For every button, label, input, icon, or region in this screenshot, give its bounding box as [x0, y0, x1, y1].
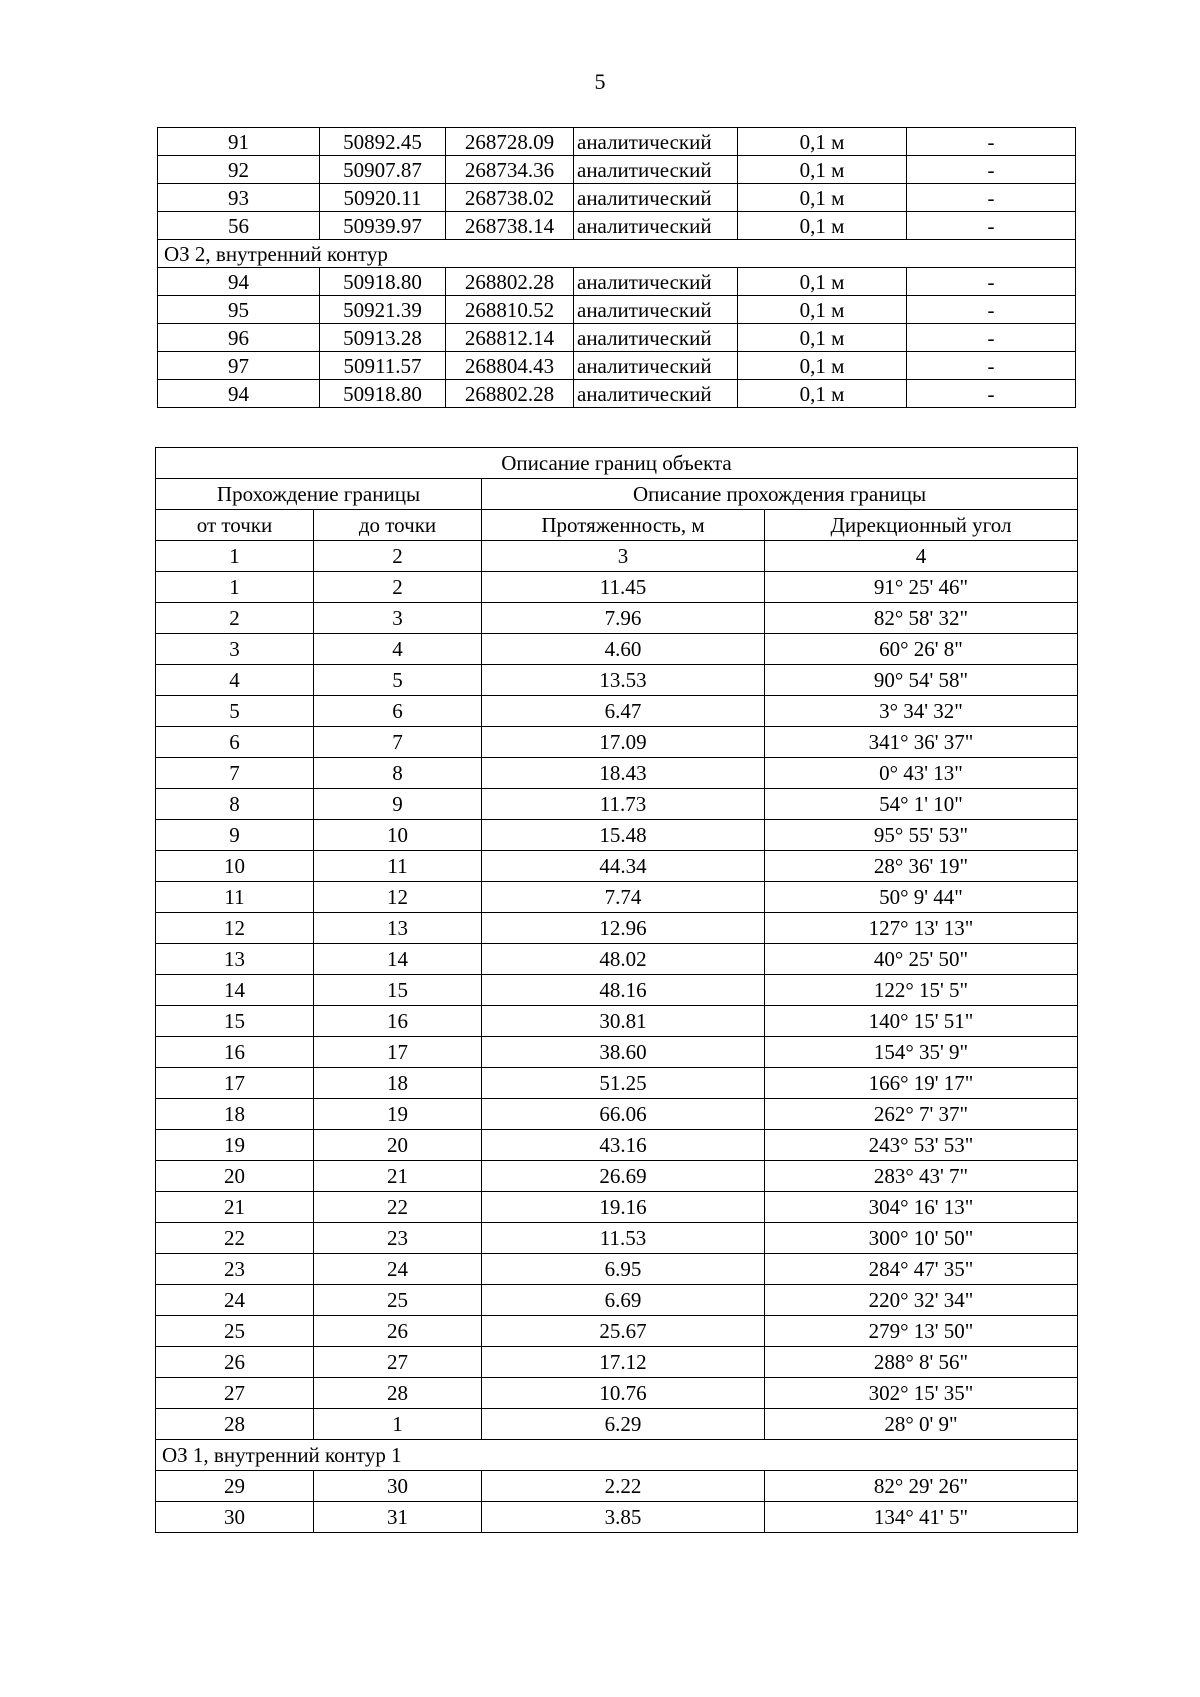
x-coordinate: 50892.45	[320, 128, 446, 156]
table-row	[156, 1502, 1078, 1533]
point-description: -	[907, 128, 1076, 156]
to-point: 12	[314, 882, 482, 913]
segment-length: 10.76	[482, 1378, 765, 1409]
x-coordinate: 50913.28	[320, 324, 446, 352]
directional-angle: 28° 36' 19"	[765, 851, 1078, 882]
to-point: 4	[314, 634, 482, 665]
segment-length: 6.29	[482, 1409, 765, 1440]
point-description: -	[907, 212, 1076, 240]
segment-length: 2.22	[482, 1471, 765, 1502]
directional-angle: 262° 7' 37"	[765, 1099, 1078, 1130]
table-row	[156, 727, 1078, 758]
table-row	[156, 913, 1078, 944]
from-point: 23	[156, 1254, 314, 1285]
to-point: 13	[314, 913, 482, 944]
table-row	[158, 296, 1076, 324]
description-group-header: Описание прохождения границы	[482, 479, 1078, 510]
point-description: -	[907, 156, 1076, 184]
from-point: 8	[156, 789, 314, 820]
column-number: 1	[156, 541, 314, 572]
page-number: 5	[594, 69, 606, 94]
from-point: 9	[156, 820, 314, 851]
segment-length: 38.60	[482, 1037, 765, 1068]
table-row	[156, 820, 1078, 851]
from-point: 29	[156, 1471, 314, 1502]
table-row	[156, 1254, 1078, 1285]
point-description: -	[907, 380, 1076, 408]
segment-length: 11.73	[482, 789, 765, 820]
segment-length: 30.81	[482, 1006, 765, 1037]
table-row	[156, 1192, 1078, 1223]
to-point: 2	[314, 572, 482, 603]
segment-length: 11.45	[482, 572, 765, 603]
segment-length: 6.95	[482, 1254, 765, 1285]
table-row	[156, 572, 1078, 603]
boundary-table-group-row	[156, 479, 1078, 510]
boundary-description-table	[155, 447, 1078, 1533]
table-row	[156, 1285, 1078, 1316]
table-row	[156, 975, 1078, 1006]
y-coordinate: 268734.36	[446, 156, 574, 184]
directional-angle: 54° 1' 10"	[765, 789, 1078, 820]
x-coordinate: 50921.39	[320, 296, 446, 324]
from-point: 1	[156, 572, 314, 603]
directional-angle: 28° 0' 9"	[765, 1409, 1078, 1440]
to-point: 1	[314, 1409, 482, 1440]
y-coordinate: 268802.28	[446, 380, 574, 408]
from-point: 26	[156, 1347, 314, 1378]
column-header-length: Протяженность, м	[482, 510, 765, 541]
to-point: 22	[314, 1192, 482, 1223]
section-row	[156, 1440, 1078, 1471]
directional-angle: 243° 53' 53"	[765, 1130, 1078, 1161]
from-point: 15	[156, 1006, 314, 1037]
x-coordinate: 50920.11	[320, 184, 446, 212]
table-row	[156, 1130, 1078, 1161]
column-number: 2	[314, 541, 482, 572]
to-point: 25	[314, 1285, 482, 1316]
determination-method: аналитический	[574, 296, 738, 324]
segment-length: 44.34	[482, 851, 765, 882]
from-point: 25	[156, 1316, 314, 1347]
from-point: 7	[156, 758, 314, 789]
to-point: 16	[314, 1006, 482, 1037]
from-point: 4	[156, 665, 314, 696]
point-description: -	[907, 324, 1076, 352]
determination-method: аналитический	[574, 184, 738, 212]
x-coordinate: 50918.80	[320, 268, 446, 296]
table-row	[156, 944, 1078, 975]
from-point: 6	[156, 727, 314, 758]
segment-length: 25.67	[482, 1316, 765, 1347]
directional-angle: 60° 26' 8"	[765, 634, 1078, 665]
determination-method: аналитический	[574, 212, 738, 240]
table-row	[156, 789, 1078, 820]
table-row	[156, 696, 1078, 727]
table-row	[158, 352, 1076, 380]
precision: 0,1 м	[738, 380, 907, 408]
directional-angle: 166° 19' 17"	[765, 1068, 1078, 1099]
point-number: 95	[158, 296, 320, 324]
precision: 0,1 м	[738, 128, 907, 156]
column-number: 3	[482, 541, 765, 572]
segment-length: 48.02	[482, 944, 765, 975]
x-coordinate: 50939.97	[320, 212, 446, 240]
point-number: 93	[158, 184, 320, 212]
from-point: 5	[156, 696, 314, 727]
table-row	[156, 1006, 1078, 1037]
to-point: 17	[314, 1037, 482, 1068]
directional-angle: 279° 13' 50"	[765, 1316, 1078, 1347]
point-number: 97	[158, 352, 320, 380]
from-point: 28	[156, 1409, 314, 1440]
directional-angle: 91° 25' 46"	[765, 572, 1078, 603]
segment-length: 66.06	[482, 1099, 765, 1130]
to-point: 28	[314, 1378, 482, 1409]
to-point: 14	[314, 944, 482, 975]
segment-length: 26.69	[482, 1161, 765, 1192]
to-point: 15	[314, 975, 482, 1006]
table-row	[156, 758, 1078, 789]
segment-length: 51.25	[482, 1068, 765, 1099]
x-coordinate: 50907.87	[320, 156, 446, 184]
from-point: 30	[156, 1502, 314, 1533]
to-point: 20	[314, 1130, 482, 1161]
from-point: 22	[156, 1223, 314, 1254]
directional-angle: 300° 10' 50"	[765, 1223, 1078, 1254]
point-description: -	[907, 184, 1076, 212]
section-row	[158, 240, 1076, 268]
directional-angle: 220° 32' 34"	[765, 1285, 1078, 1316]
table-row	[156, 1316, 1078, 1347]
directional-angle: 90° 54' 58"	[765, 665, 1078, 696]
precision: 0,1 м	[738, 296, 907, 324]
point-description: -	[907, 352, 1076, 380]
boundary-table-column-headers	[156, 510, 1078, 541]
to-point: 24	[314, 1254, 482, 1285]
directional-angle: 3° 34' 32"	[765, 696, 1078, 727]
precision: 0,1 м	[738, 212, 907, 240]
segment-length: 12.96	[482, 913, 765, 944]
table-row	[156, 1161, 1078, 1192]
y-coordinate: 268728.09	[446, 128, 574, 156]
directional-angle: 304° 16' 13"	[765, 1192, 1078, 1223]
segment-length: 6.69	[482, 1285, 765, 1316]
boundary-table-body	[156, 572, 1078, 1533]
table-row	[158, 128, 1076, 156]
directional-angle: 82° 58' 32"	[765, 603, 1078, 634]
boundary-table-column-numbers	[156, 541, 1078, 572]
to-point: 7	[314, 727, 482, 758]
to-point: 6	[314, 696, 482, 727]
segment-length: 18.43	[482, 758, 765, 789]
to-point: 27	[314, 1347, 482, 1378]
point-number: 94	[158, 380, 320, 408]
table-row	[156, 603, 1078, 634]
determination-method: аналитический	[574, 268, 738, 296]
passage-group-header: Прохождение границы	[156, 479, 482, 510]
table-row	[156, 634, 1078, 665]
x-coordinate: 50918.80	[320, 380, 446, 408]
determination-method: аналитический	[574, 324, 738, 352]
column-header-to-point: до точки	[314, 510, 482, 541]
directional-angle: 0° 43' 13"	[765, 758, 1078, 789]
to-point: 11	[314, 851, 482, 882]
table-row	[156, 1037, 1078, 1068]
point-number: 92	[158, 156, 320, 184]
directional-angle: 283° 43' 7"	[765, 1161, 1078, 1192]
segment-length: 3.85	[482, 1502, 765, 1533]
to-point: 30	[314, 1471, 482, 1502]
point-number: 56	[158, 212, 320, 240]
to-point: 9	[314, 789, 482, 820]
directional-angle: 134° 41' 5"	[765, 1502, 1078, 1533]
from-point: 13	[156, 944, 314, 975]
table-row	[158, 380, 1076, 408]
point-description: -	[907, 296, 1076, 324]
directional-angle: 284° 47' 35"	[765, 1254, 1078, 1285]
from-point: 18	[156, 1099, 314, 1130]
determination-method: аналитический	[574, 352, 738, 380]
directional-angle: 154° 35' 9"	[765, 1037, 1078, 1068]
point-number: 91	[158, 128, 320, 156]
point-description: -	[907, 268, 1076, 296]
boundary-table-title: Описание границ объекта	[156, 448, 1078, 479]
segment-length: 13.53	[482, 665, 765, 696]
section-title: ОЗ 2, внутренний контур	[158, 240, 1076, 268]
directional-angle: 95° 55' 53"	[765, 820, 1078, 851]
to-point: 5	[314, 665, 482, 696]
directional-angle: 140° 15' 51"	[765, 1006, 1078, 1037]
precision: 0,1 м	[738, 324, 907, 352]
segment-length: 7.74	[482, 882, 765, 913]
precision: 0,1 м	[738, 268, 907, 296]
to-point: 8	[314, 758, 482, 789]
segment-length: 17.12	[482, 1347, 765, 1378]
column-number: 4	[765, 541, 1078, 572]
table-row	[156, 1378, 1078, 1409]
from-point: 3	[156, 634, 314, 665]
table-row	[158, 324, 1076, 352]
table-row	[156, 882, 1078, 913]
table-row	[158, 184, 1076, 212]
directional-angle: 341° 36' 37"	[765, 727, 1078, 758]
from-point: 17	[156, 1068, 314, 1099]
from-point: 27	[156, 1378, 314, 1409]
section-title: ОЗ 1, внутренний контур 1	[156, 1440, 1078, 1471]
segment-length: 15.48	[482, 820, 765, 851]
table-row	[156, 1068, 1078, 1099]
from-point: 12	[156, 913, 314, 944]
directional-angle: 302° 15' 35"	[765, 1378, 1078, 1409]
to-point: 26	[314, 1316, 482, 1347]
segment-length: 19.16	[482, 1192, 765, 1223]
from-point: 2	[156, 603, 314, 634]
from-point: 11	[156, 882, 314, 913]
directional-angle: 122° 15' 5"	[765, 975, 1078, 1006]
to-point: 10	[314, 820, 482, 851]
to-point: 18	[314, 1068, 482, 1099]
from-point: 14	[156, 975, 314, 1006]
segment-length: 11.53	[482, 1223, 765, 1254]
column-header-angle: Дирекционный угол	[765, 510, 1078, 541]
from-point: 19	[156, 1130, 314, 1161]
segment-length: 4.60	[482, 634, 765, 665]
coordinates-table-body	[158, 128, 1076, 408]
to-point: 23	[314, 1223, 482, 1254]
table-row	[156, 1099, 1078, 1130]
segment-length: 43.16	[482, 1130, 765, 1161]
to-point: 19	[314, 1099, 482, 1130]
point-number: 96	[158, 324, 320, 352]
table-row	[158, 212, 1076, 240]
table-row	[158, 268, 1076, 296]
y-coordinate: 268804.43	[446, 352, 574, 380]
from-point: 10	[156, 851, 314, 882]
table-row	[156, 1409, 1078, 1440]
table-row	[156, 1347, 1078, 1378]
precision: 0,1 м	[738, 184, 907, 212]
from-point: 20	[156, 1161, 314, 1192]
y-coordinate: 268802.28	[446, 268, 574, 296]
table-row	[158, 156, 1076, 184]
table-row	[156, 851, 1078, 882]
directional-angle: 288° 8' 56"	[765, 1347, 1078, 1378]
segment-length: 17.09	[482, 727, 765, 758]
determination-method: аналитический	[574, 128, 738, 156]
segment-length: 7.96	[482, 603, 765, 634]
y-coordinate: 268810.52	[446, 296, 574, 324]
directional-angle: 40° 25' 50"	[765, 944, 1078, 975]
table-row	[156, 665, 1078, 696]
coordinates-table	[157, 127, 1076, 408]
boundary-table-header	[156, 448, 1078, 572]
point-number: 94	[158, 268, 320, 296]
segment-length: 48.16	[482, 975, 765, 1006]
from-point: 16	[156, 1037, 314, 1068]
from-point: 21	[156, 1192, 314, 1223]
table-row	[156, 1223, 1078, 1254]
directional-angle: 50° 9' 44"	[765, 882, 1078, 913]
y-coordinate: 268738.14	[446, 212, 574, 240]
precision: 0,1 м	[738, 156, 907, 184]
to-point: 3	[314, 603, 482, 634]
directional-angle: 82° 29' 26"	[765, 1471, 1078, 1502]
y-coordinate: 268812.14	[446, 324, 574, 352]
precision: 0,1 м	[738, 352, 907, 380]
x-coordinate: 50911.57	[320, 352, 446, 380]
directional-angle: 127° 13' 13"	[765, 913, 1078, 944]
determination-method: аналитический	[574, 156, 738, 184]
y-coordinate: 268738.02	[446, 184, 574, 212]
from-point: 24	[156, 1285, 314, 1316]
boundary-table-title-row	[156, 448, 1078, 479]
determination-method: аналитический	[574, 380, 738, 408]
to-point: 21	[314, 1161, 482, 1192]
column-header-from-point: от точки	[156, 510, 314, 541]
to-point: 31	[314, 1502, 482, 1533]
table-row	[156, 1471, 1078, 1502]
segment-length: 6.47	[482, 696, 765, 727]
